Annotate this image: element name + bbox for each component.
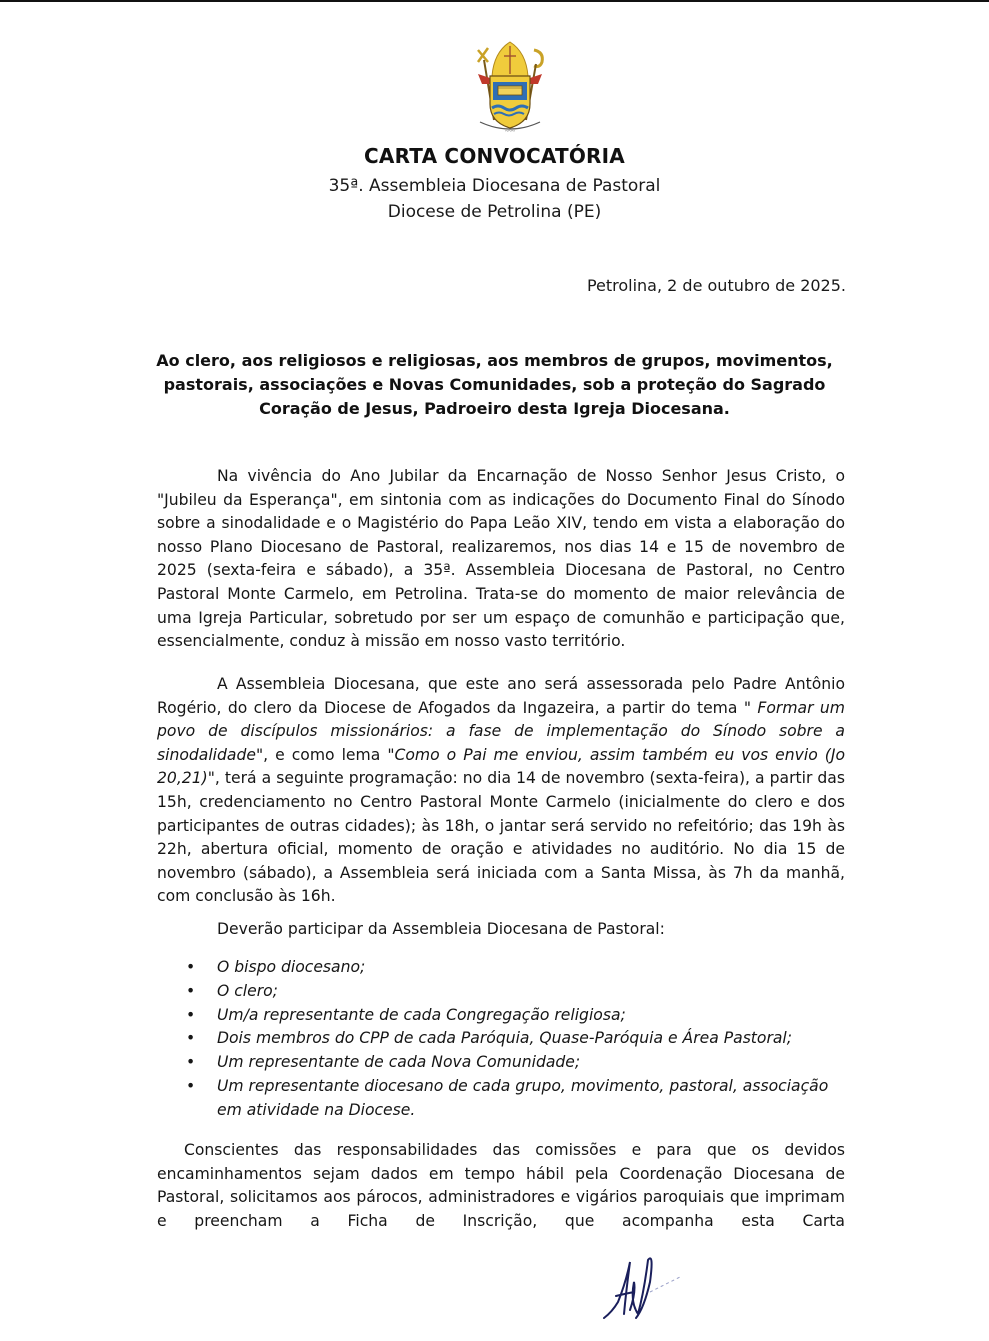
participants-intro-text: Deverão participar da Assembleia Diocesana de Pastoral: bbox=[217, 920, 665, 938]
list-item: • Um representante de cada Nova Comunidade; bbox=[186, 1051, 846, 1075]
paragraph-registration-text: Conscientes das responsabilidades das comissões e para que os devidos encaminhamentos sejam dados em tempo hábil pela Coordenação Diocesana de Pastoral, solicitamos aos párocos, administradores e vigários paroquiais que imprimam e preencham a Ficha de Inscrição, que acompanha esta Carta bbox=[157, 1141, 845, 1230]
list-item: • O bispo diocesano; bbox=[186, 956, 846, 980]
paragraph-program-part3: , terá a seguinte programação: no dia 14 de novembro (sexta-feira), a partir das 15h, credenciamento no Centro Pastoral Monte Carmelo (inicialmente do clero e dos participantes de outras cidades); às 18h, o jantar será servido no refeitório; das 19h às 22h, abertura oficial, momento de oração e atividades no auditório. No dia 15 de novembro (sábado), a Assembleia será iniciada com a Santa Missa, às 7h da manhã, com conclusão às 16h. bbox=[157, 769, 845, 906]
diocese-coat-of-arms-icon bbox=[470, 38, 550, 136]
date-line: Petrolina, 2 de outubro de 2025. bbox=[586, 276, 846, 295]
document-title: CARTA CONVOCATÓRIA bbox=[364, 144, 625, 168]
signature-icon bbox=[600, 1252, 690, 1327]
page-top-border bbox=[0, 0, 989, 2]
paragraph-registration bbox=[157, 1139, 845, 1233]
participants-intro bbox=[157, 918, 845, 942]
paragraph-program-part1: A Assembleia Diocesana, que este ano será assessorada pelo Padre Antônio Rogério, do clero da Diocese de Afogados da Ingazeira, a partir do tema bbox=[157, 675, 845, 717]
list-item: • Um representante diocesano de cada grupo, movimento, pastoral, associação em atividade na Diocese. bbox=[186, 1075, 846, 1123]
svg-text:~~~: ~~~ bbox=[505, 129, 515, 135]
list-item: • Um/a representante de cada Congregação religiosa; bbox=[186, 1004, 846, 1028]
participants-list bbox=[186, 956, 846, 1123]
paragraph-program-part2: , e como lema bbox=[263, 745, 388, 764]
paragraph-intro bbox=[157, 465, 845, 654]
assembly-theme: " Formar um povo de discípulos missionários: a fase de implementação do Sínodo sobre a sinodalidade" bbox=[157, 698, 845, 764]
list-item: • Dois membros do CPP de cada Paróquia, Quase-Paróquia e Área Pastoral; bbox=[186, 1027, 846, 1051]
diocese-subtitle: Diocese de Petrolina (PE) bbox=[387, 202, 602, 222]
assembly-motto: "Como o Pai me enviou, assim também eu vos envio (Jo 20,21)" bbox=[157, 745, 845, 788]
list-item: • O clero; bbox=[186, 980, 846, 1004]
paragraph-program bbox=[157, 673, 845, 909]
paragraph-intro-text: Na vivência do Ano Jubilar da Encarnação de Nosso Senhor Jesus Cristo, o "Jubileu da Esperança", em sintonia com as indicações do Documento Final do Sínodo sobre a sinodalidade e o Magistério do Papa Leão XIV, tendo em vista a elaboração do nosso Plano Diocesano de Pastoral, realizaremos, nos dias 14 e 15 de novembro de 2025 (sexta-feira e sábado), a 35ª. Assembleia Diocesana de Pastoral, no Centro Pastoral Monte Carmelo, em Petrolina. Trata-se do momento de maior relevância de uma Igreja Particular, sobretudo por ser um espaço de comunhão e participação que, essencialmente, conduz à missão em nosso vasto território. bbox=[157, 467, 845, 651]
assembly-subtitle: 35ª. Assembleia Diocesana de Pastoral bbox=[328, 176, 661, 196]
address-heading: Ao clero, aos religiosos e religiosas, aos membros de grupos, movimentos, pastorais, associações e Novas Comunidades, sob a proteção do Sagrado Coração de Jesus, Padroeiro desta Igreja Diocesana. bbox=[156, 351, 833, 418]
